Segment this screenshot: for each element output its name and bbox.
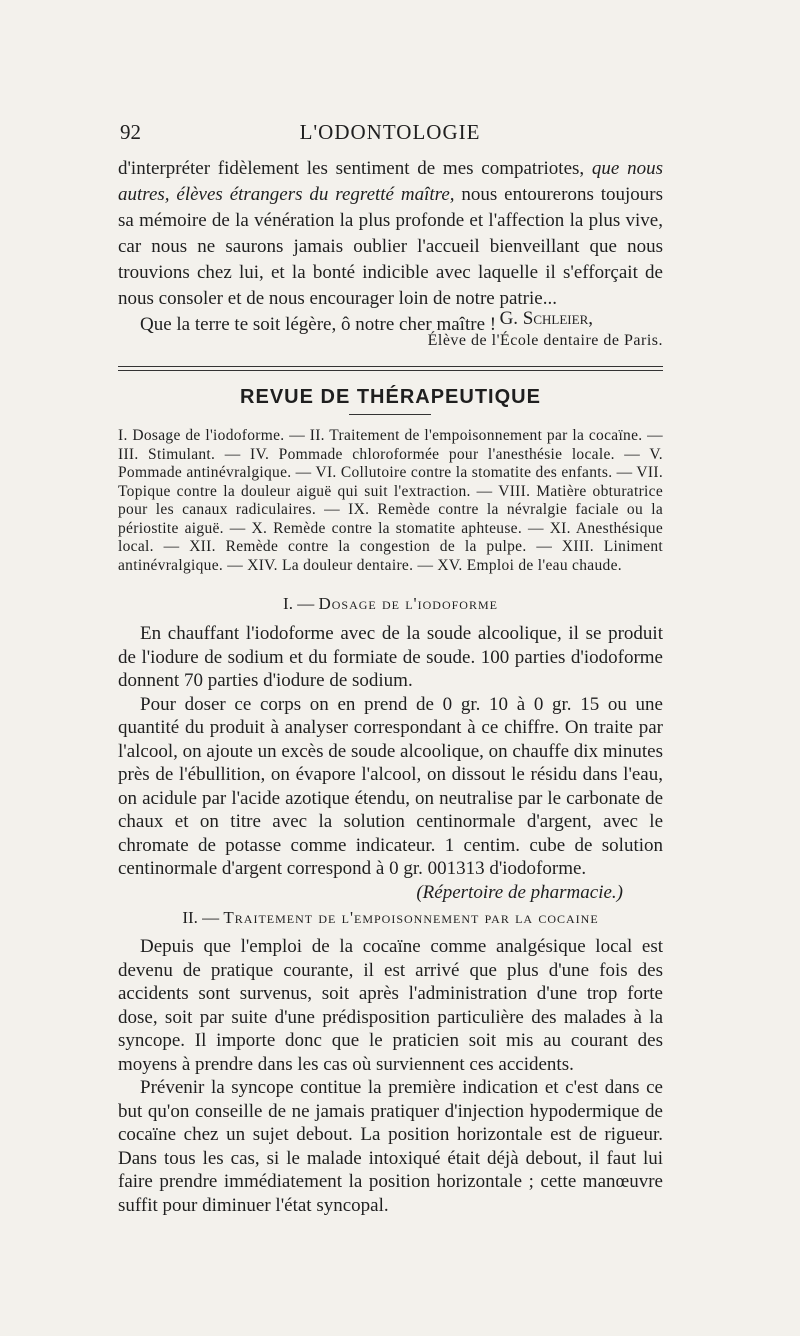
section-title: REVUE DE THÉRAPEUTIQUE bbox=[240, 386, 541, 408]
intro-text-emphasis: que nous autres, élèves étrangers du regretté maître, bbox=[118, 158, 663, 205]
part2-heading bbox=[118, 908, 663, 928]
part1-heading-text: Dosage de l'iodoforme bbox=[318, 594, 498, 613]
part1-heading-number: I. — bbox=[283, 594, 319, 613]
section-summary: I. Dosage de l'iodoforme. — II. Traitement de l'empoisonnement par la cocaïne. — III. Stimulant. — IV. Pommade chloroformée pour l'anesthésie locale. — V. Pommade antinévralgique. — VI. Collutoire contre la stomatite des enfants. — VII. Topique contre la douleur aiguë qui suit l'extraction. — VIII. Matière obturatrice pour les canaux radiculaires. — IX. Remède contre la névralgie faciale ou la périostite aiguë. — X. Remède contre la stomatite aphteuse. — XI. Anesthésique local. — XII. Remède contre la congestion de la pulpe. — XIII. Liniment antinévralgique. — XIV. La douleur dentaire. — XV. Emploi de l'eau chaude. bbox=[118, 427, 663, 574]
part2-heading-number: II. — bbox=[182, 908, 224, 927]
section-divider bbox=[118, 366, 663, 371]
page-header bbox=[120, 120, 660, 150]
part1-paragraph-2: Pour doser ce corps on en prend de 0 gr. 10 à 0 gr. 15 ou une quantité du produit à analyser correspondant à ce chiffre. On traite par l'alcool, on ajoute un excès de soude alcoolique, on chauffe dix minutes près de l'ébullition, on évapore l'alcool, on dissout le résidu dans l'eau, on acidule par l'acide azotique étendu, on neutralise par le carbonate de chaux et on titre avec la solution centinormale d'argent, avec le chromate de potasse comme indicateur. 1 centim. cube de solution centinormale d'argent correspond à 0 gr. 001313 d'iodoforme. bbox=[118, 693, 663, 879]
part1-body bbox=[118, 622, 663, 904]
part2-heading-text: Traitement de l'empoisonnement par la cocaine bbox=[223, 908, 599, 927]
intro-text-end: nous entourerons toujours sa mémoire de la vénération la plus profonde et l'affection la plus vive, car nous ne saurons jamais oublier l'accueil bienveillant que nous trouvions chez lui, et la bonté indicible avec laquelle il s'efforçait de nous consoler et de nous encourager loin de notre patrie... bbox=[118, 184, 663, 309]
signature-title: Élève de l'École dentaire de Paris. bbox=[427, 332, 663, 349]
part2-paragraph-1: Depuis que l'emploi de la cocaïne comme analgésique local est devenu de pratique courante, il est arrivé que plus d'une fois des accidents sont survenus, soit après l'administration d'une trop forte dose, soit par suite d'une prédisposition particulière des malades à la syncope. Il importe donc que le praticien soit mis au courant des moyens à prendre dans les cas où surviennent ces accidents. bbox=[118, 936, 663, 1075]
title-underline bbox=[349, 414, 431, 415]
part1-paragraph-1: En chauffant l'iodoforme avec de la soude alcoolique, il se produit de l'iodure de sodium et du formiate de soude. 100 parties d'iodoforme donnent 70 parties d'iodure de sodium. bbox=[118, 623, 663, 691]
part1-source: (Répertoire de pharmacie.) bbox=[416, 881, 623, 903]
signature bbox=[118, 308, 663, 352]
part1-heading bbox=[118, 594, 663, 614]
intro-text-start: d'interpréter fidèlement les sentiment de mes compatriotes, bbox=[118, 158, 592, 179]
part2-paragraph-2: Prévenir la syncope contitue la première indication et c'est dans ce but qu'on conseille de ne jamais pratiquer d'injection hypodermique de cocaïne chez un sujet debout. La position horizontale est de rigueur. Dans tous les cas, si le malade intoxiqué était déjà debout, il faut lui faire prendre immédiatement la position horizontale ; cette manœuvre suffit pour diminuer l'état syncopal. bbox=[118, 1077, 663, 1216]
page-number: 92 bbox=[120, 120, 141, 144]
running-head: L'ODONTOLOGIE bbox=[299, 120, 481, 144]
part2-body bbox=[118, 935, 663, 1217]
signature-name: G. Schleier, bbox=[499, 308, 593, 329]
farewell-line: Que la terre te soit légère, ô notre cher maître ! bbox=[140, 314, 497, 335]
